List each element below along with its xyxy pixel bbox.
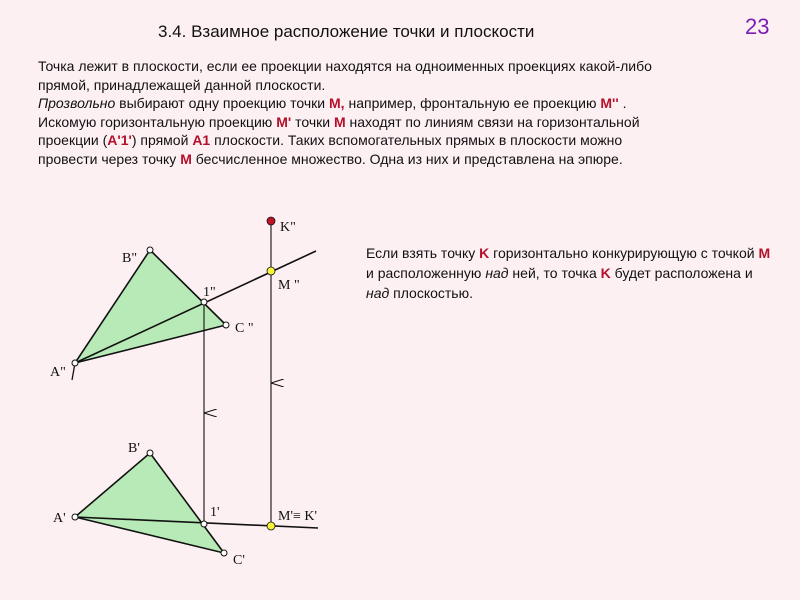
label-m1-k1: M'≡ K' <box>278 509 317 524</box>
point-m2 <box>267 267 275 275</box>
page-title: 3.4. Взаимное расположение точки и плоскости <box>158 22 535 41</box>
text-line: Точка лежит в плоскости, если ее проекции находятся на одноименных проекциях какой-либо <box>38 58 652 74</box>
point-a1 <box>72 514 78 520</box>
frontal-line-a1 <box>75 251 316 363</box>
text-line: провести через точку M бесчисленное множество. Одна из них и представлена на эпюре. <box>38 150 623 167</box>
label-k2: K" <box>280 220 296 235</box>
point-k2 <box>267 217 275 225</box>
text-line: прямой, принадлежащей данной плоскости. <box>38 76 326 93</box>
label-12: 1" <box>203 285 216 300</box>
label-11: 1' <box>210 505 220 520</box>
text-line: Искомую горизонтальную проекцию M' точки M находят по линиям связи на горизонтальной <box>38 113 640 130</box>
label-b2: B" <box>122 251 138 266</box>
text-line: Прозвольно выбирают одну проекцию точки M, например, фронтальную ее проекцию M'' . <box>38 95 627 112</box>
point-a2 <box>72 360 78 366</box>
label-m2: M " <box>278 278 300 293</box>
point-m1 <box>267 522 275 530</box>
text-line: проекции (A'1') прямой A1 плоскости. Таких вспомогательных прямых в плоскости можно <box>38 132 623 149</box>
point-b2 <box>147 247 153 253</box>
horizontal-triangle <box>75 453 224 553</box>
frontal-triangle <box>75 250 226 363</box>
page-number: 23 <box>745 14 770 39</box>
label-b1: B' <box>128 441 140 456</box>
label-c1: C' <box>233 553 245 568</box>
point-b1 <box>147 450 153 456</box>
label-c2: C " <box>235 321 254 336</box>
point-c1 <box>221 550 227 556</box>
label-a2: A" <box>50 365 66 380</box>
point-c2 <box>223 322 229 328</box>
label-a1: A' <box>53 511 66 526</box>
point-11 <box>201 521 207 527</box>
side-note: Если взять точку K горизонтально конкурирующую с точкой M и расположенную над ней, то точка K будет расположена и над плоскостью. <box>366 245 771 301</box>
